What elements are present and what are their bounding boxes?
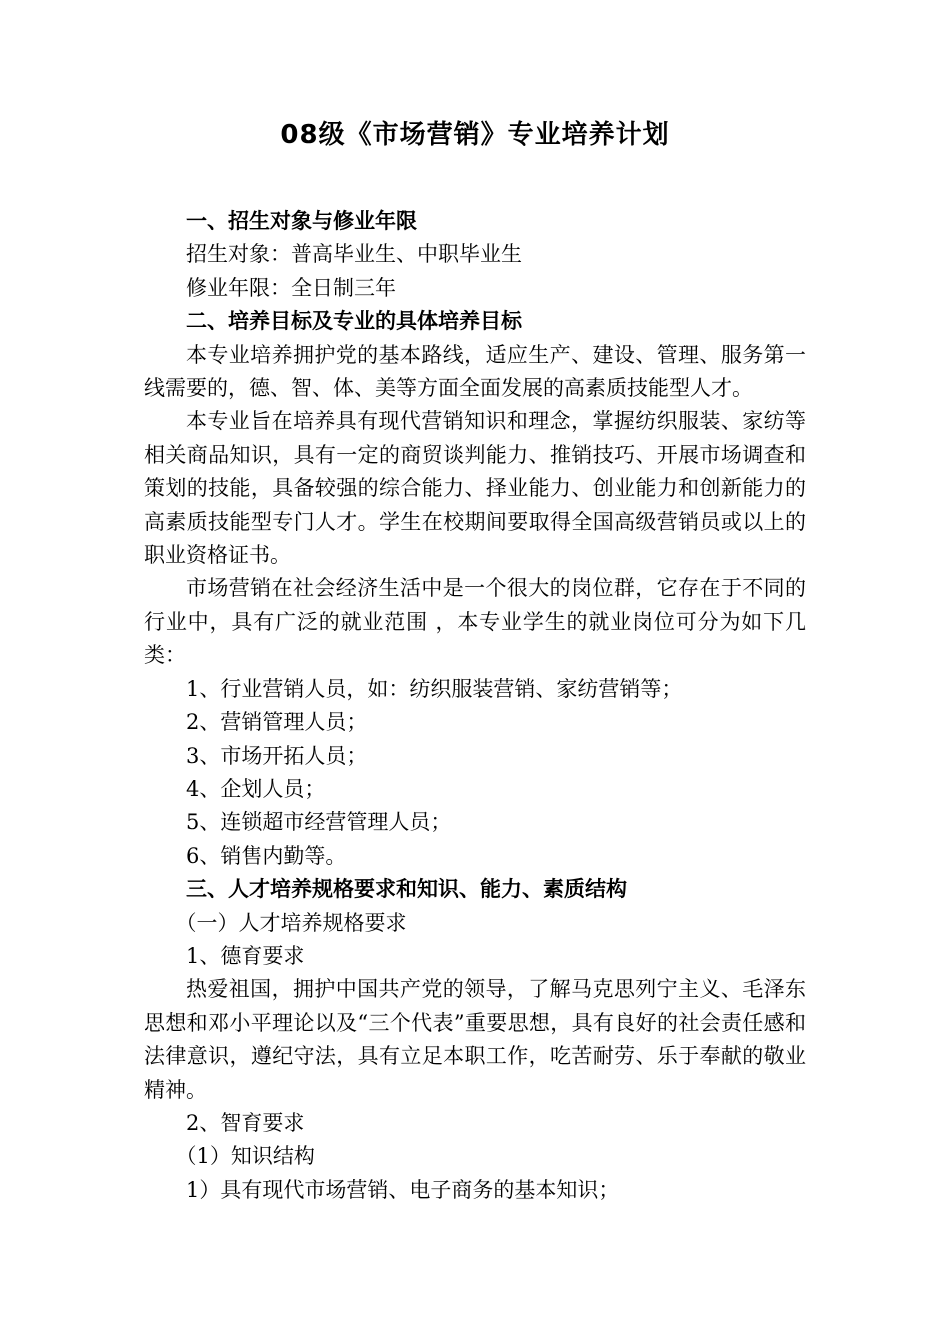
- section-heading: 二、培养目标及专业的具体培养目标: [186, 309, 522, 334]
- paragraph: 1、德育要求: [186, 943, 305, 968]
- document-body: [144, 205, 806, 1207]
- section-heading: 一、招生对象与修业年限: [186, 209, 417, 233]
- list-item: 5、连锁超市经营管理人员；: [186, 810, 452, 835]
- section-heading: 三、人才培养规格要求和知识、能力、素质结构: [186, 877, 627, 902]
- paragraph: 本专业旨在培养具有现代营销知识和理念，掌握纺织服装、家纺等相关商品知识，具有一定的商贸谈判能力、推销技巧、开展市场调查和策划的技能，具备较强的综合能力、择业能力、创业能力和创新能力的高素质技能型专门人才。学生在校期间要取得全国高级营销员或以上的职业资格证书。: [144, 409, 806, 568]
- paragraph: 2、智育要求: [186, 1110, 305, 1135]
- paragraph: 修业年限：全日制三年: [186, 275, 396, 300]
- subsection-heading: （1）知识结构: [175, 1144, 315, 1169]
- paragraph: 市场营销在社会经济生活中是一个很大的岗位群，它存在于不同的行业中，具有广泛的就业范围 ，本专业学生的就业岗位可分为如下几类：: [144, 576, 806, 668]
- paragraph: 本专业培养拥护党的基本路线，适应生产、建设、管理、服务第一线需要的，德、智、体、美等方面全面发展的高素质技能型人才。: [144, 342, 806, 401]
- list-item: 2、营销管理人员；: [186, 710, 368, 735]
- list-item: 6、销售内勤等。: [186, 843, 347, 868]
- list-item: 4、企划人员；: [186, 776, 326, 801]
- list-item: 3、市场开拓人员；: [186, 743, 368, 768]
- paragraph: 招生对象：普高毕业生、中职毕业生: [186, 242, 522, 267]
- list-item: 1、行业营销人员，如：纺织服装营销、家纺营销等；: [186, 676, 683, 701]
- paragraph: 热爱祖国，拥护中国共产党的领导，了解马克思列宁主义、毛泽东思想和邓小平理论以及“三个代表”重要思想，具有良好的社会责任感和法律意识，遵纪守法，具有立足本职工作，吃苦耐劳、乐于奉献的敬业精神。: [144, 977, 806, 1102]
- document-title: 08级《市场营销》专业培养计划: [280, 120, 670, 150]
- paragraph: 1）具有现代市场营销、电子商务的基本知识；: [186, 1177, 620, 1202]
- subsection-heading: （一）人才培养规格要求: [175, 910, 407, 935]
